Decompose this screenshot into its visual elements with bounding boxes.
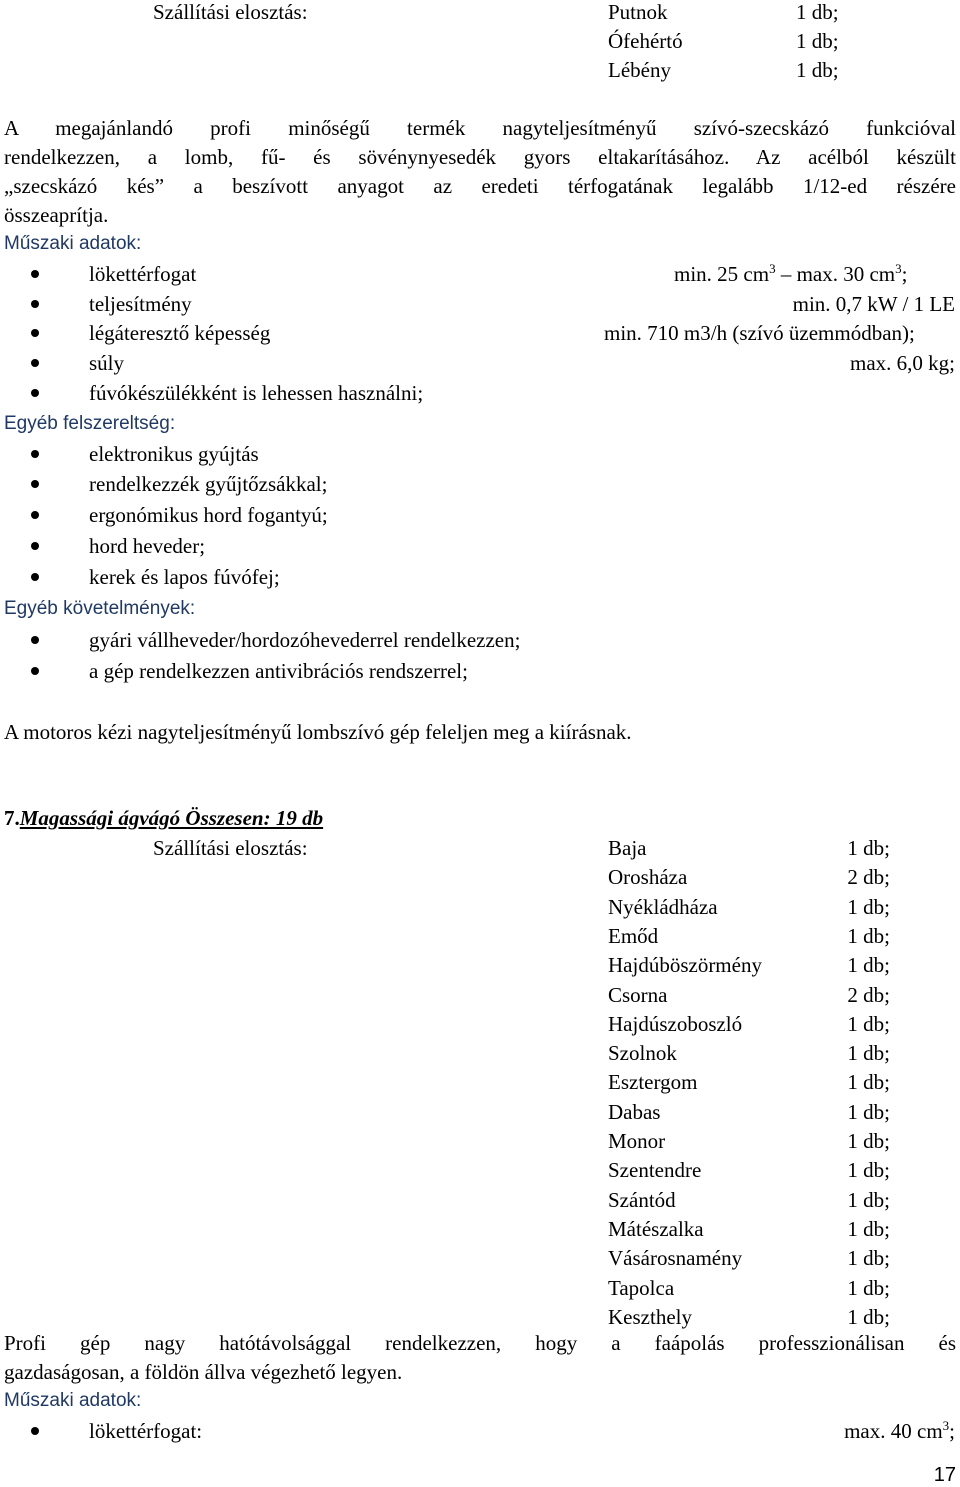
spec-value: max. 40 $cm^3$; [844,1418,955,1443]
shipping-label: Szállítási elosztás: [153,836,308,860]
requirement-item: gyári vállheveder/hordozóhevederrel rendelkezzen; [89,628,521,652]
quantity: 1 db; [847,1275,890,1300]
quantity: 1 db; [796,0,839,24]
quantity: 1 db; [847,1158,890,1183]
equipment-heading: Egyéb felszereltség: [4,413,176,434]
bullet-icon [31,573,39,581]
spec-label: teljesítmény [89,292,192,316]
quantity: 1 db; [847,1041,890,1066]
place: Szentendre [608,1158,702,1183]
bullet-icon [31,542,39,550]
equipment-item: rendelkezzék gyűjtőzsákkal; [89,472,328,496]
place: Nyékládháza [608,894,718,919]
place: Ófehértó [608,29,683,53]
equipment-item: kerek és lapos fúvófej; [89,565,280,589]
equipment-item: ergonómikus hord fogantyú; [89,503,328,527]
bullet-icon [31,511,39,519]
equipment-item: hord heveder; [89,534,206,558]
bullet-icon [31,300,39,308]
requirement-item: a gép rendelkezzen antivibrációs rendszerrel; [89,659,468,683]
place: Mátészalka [608,1216,704,1241]
intro-line: rendelkezzen, a lomb, fű- és sövénynyesedék gyors eltakarításához. Az acélból készült [4,145,956,169]
quantity: 2 db; [847,865,890,890]
place: Putnok [608,0,668,24]
bullet-icon [31,270,39,278]
place: Tapolca [608,1275,675,1300]
quantity: 1 db; [847,894,890,919]
place: Baja [608,836,647,860]
bullet-icon [31,359,39,367]
tech-heading: Műszaki adatok: [4,1390,142,1411]
place: Lébény [608,58,671,82]
bullet-icon [31,480,39,488]
place: Orosháza [608,865,688,890]
quantity: 1 db; [847,923,890,948]
place: Szántód [608,1187,676,1212]
quantity: 1 db; [847,1099,890,1124]
intro-line: A megajánlandó profi minőségű termék nagyteljesítményű szívó-szecskázó funkcióval [4,116,956,140]
place: Dabas [608,1099,661,1124]
spec-label: súly [89,351,125,375]
requirements-heading: Egyéb követelmények: [4,598,196,619]
spec-label: lökettérfogat: [89,1419,203,1443]
quantity: 1 db; [847,1187,890,1212]
section-paragraph-line: Profi gép nagy hatótávolsággal rendelkezzen, hogy a faápolás professzionálisan és [4,1331,956,1355]
bullet-icon [31,329,39,337]
spec-label: lökettérfogat [89,262,197,286]
quantity: 1 db; [847,1216,890,1241]
spec-label: légáteresztő képesség [89,321,271,345]
page-number: 17 [933,1464,956,1486]
quantity: 1 db; [847,1011,890,1036]
quantity: 1 db; [796,58,839,82]
bullet-icon [31,389,39,397]
quantity: 1 db; [847,836,890,860]
quantity: 1 db; [847,1129,890,1153]
section-title: 7.Magassági ágvágó Összesen: 19 db [4,806,324,830]
place: Hajdúböszörmény [608,953,762,978]
place: Esztergom [608,1070,698,1095]
place: Vásárosnamény [608,1246,743,1271]
quantity: 1 db; [847,953,890,978]
bullet-icon [31,450,39,458]
equipment-item: elektronikus gyújtás [89,442,259,466]
place: Emőd [608,923,659,948]
quantity: 2 db; [847,982,890,1007]
section-paragraph-line: gazdaságosan, a földön állva végezhető legyen. [4,1360,403,1384]
spec-value: min. 710 m3/h (szívó üzemmódban); [604,321,915,345]
tech-heading: Műszaki adatok: [4,233,142,254]
intro-line: összeaprítja. [4,203,109,227]
place: Keszthely [608,1304,692,1329]
bullet-icon [31,667,39,675]
spec-value-displacement: min. 25 $cm^3$ – max. 30 $cm^3$; [674,261,908,286]
quantity: 1 db; [847,1304,890,1329]
place: Monor [608,1129,666,1153]
quantity: 1 db; [796,29,839,53]
bullet-icon [31,1427,39,1435]
quantity: 1 db; [847,1070,890,1095]
intro-line: „szecskázó kés” a beszívott anyagot az eredeti térfogatának legalább 1/12-ed részére [4,174,956,198]
conclusion-text: A motoros kézi nagyteljesítményű lombszívó gép feleljen meg a kiírásnak. [4,720,632,744]
place: Hajdúszoboszló [608,1011,743,1036]
spec-value: max. 6,0 kg; [850,351,955,375]
spec-value: min. 0,7 kW / 1 LE [792,292,955,316]
shipping-label: Szállítási elosztás: [153,0,308,24]
spec-label: fúvókészülékként is lehessen használni; [89,381,424,405]
place: Csorna [608,982,668,1007]
bullet-icon [31,636,39,644]
place: Szolnok [608,1041,677,1066]
quantity: 1 db; [847,1246,890,1271]
